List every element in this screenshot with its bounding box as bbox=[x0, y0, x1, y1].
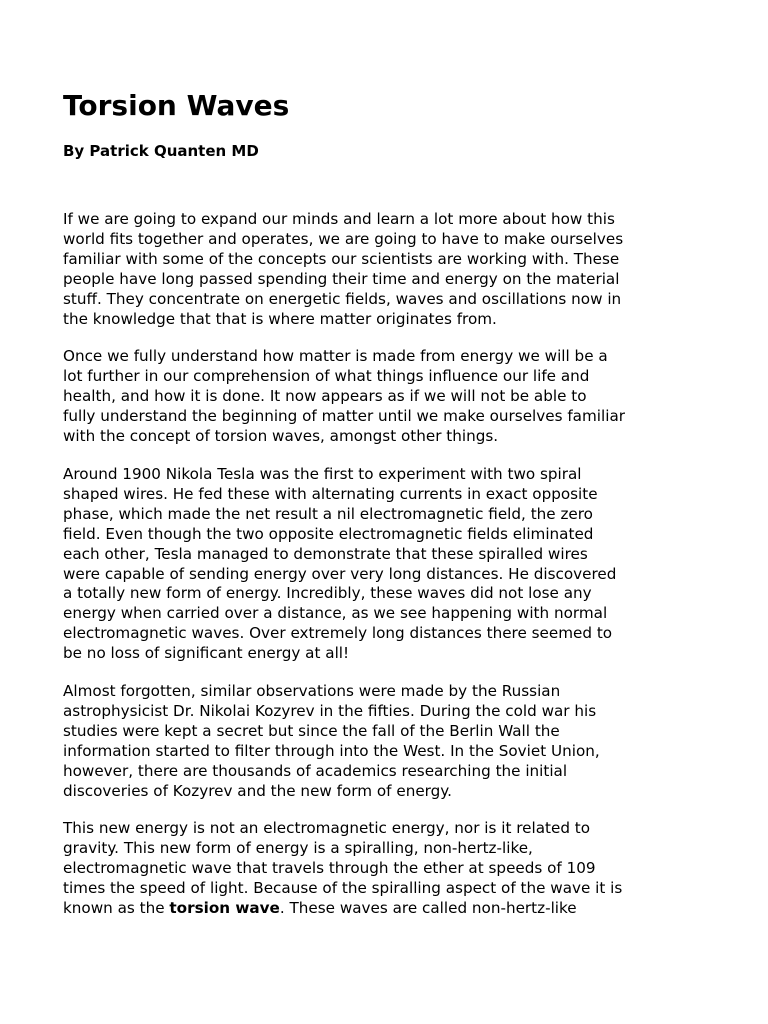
text-line: people have long passed spending their time and energy on the material bbox=[63, 269, 620, 288]
text-line: the knowledge that that is where matter originates from. bbox=[63, 309, 497, 328]
emphasized-term: torsion wave bbox=[169, 899, 280, 918]
text-line: each other, Tesla managed to demonstrate that these spiralled wires bbox=[63, 544, 588, 563]
author-byline: By Patrick Quanten MD bbox=[63, 142, 259, 160]
text-line: This new energy is not an electromagnetic energy, nor is it related to bbox=[63, 819, 591, 838]
text-line: energy when carried over a distance, as we see happening with normal bbox=[63, 604, 608, 623]
text-line: lot further in our comprehension of what things influence our life and bbox=[63, 367, 590, 386]
paragraph-3 bbox=[63, 465, 713, 664]
text-line: be no loss of significant energy at all! bbox=[63, 644, 350, 663]
text-line: however, there are thousands of academics researching the initial bbox=[63, 761, 568, 780]
text-line: health, and how it is done. It now appears as if we will not be able to bbox=[63, 387, 587, 406]
text-line: Almost forgotten, similar observations were made by the Russian bbox=[63, 682, 561, 701]
text-line-with-emphasis bbox=[63, 899, 713, 919]
document-title: Torsion Waves bbox=[63, 89, 290, 122]
text-line: Around 1900 Nikola Tesla was the first to experiment with two spiral bbox=[63, 464, 582, 483]
text-line: were capable of sending energy over very long distances. He discovered bbox=[63, 564, 617, 583]
paragraph-4 bbox=[63, 682, 713, 801]
text-line: world fits together and operates, we are going to have to make ourselves bbox=[63, 229, 624, 248]
text-line: information started to filter through into the West. In the Soviet Union, bbox=[63, 741, 600, 760]
text-line: fully understand the beginning of matter until we make ourselves familiar bbox=[63, 407, 625, 426]
paragraph-5 bbox=[63, 819, 713, 919]
text-line: field. Even though the two opposite electromagnetic fields eliminated bbox=[63, 524, 594, 543]
text-line: electromagnetic waves. Over extremely long distances there seemed to bbox=[63, 624, 613, 643]
text-line: studies were kept a secret but since the fall of the Berlin Wall the bbox=[63, 721, 560, 740]
text-line: discoveries of Kozyrev and the new form of energy. bbox=[63, 781, 452, 800]
text-fragment: . These waves are called non-hertz-like bbox=[279, 899, 577, 918]
text-line: a totally new form of energy. Incredibly, these waves did not lose any bbox=[63, 584, 592, 603]
paragraph-1 bbox=[63, 210, 713, 329]
text-line: electromagnetic wave that travels through the ether at speeds of 109 bbox=[63, 859, 596, 878]
paragraph-2 bbox=[63, 347, 713, 447]
text-line: If we are going to expand our minds and learn a lot more about how this bbox=[63, 210, 615, 228]
article-body bbox=[63, 210, 713, 937]
text-fragment: known as the bbox=[63, 899, 170, 918]
text-line: gravity. This new form of energy is a spiralling, non-hertz-like, bbox=[63, 839, 533, 858]
text-line: times the speed of light. Because of the spiralling aspect of the wave it is bbox=[63, 879, 623, 898]
text-line: shaped wires. He fed these with alternating currents in exact opposite bbox=[63, 484, 598, 503]
text-line: astrophysicist Dr. Nikolai Kozyrev in the fifties. During the cold war his bbox=[63, 701, 597, 720]
text-line: stuff. They concentrate on energetic fields, waves and oscillations now in bbox=[63, 289, 622, 308]
text-line: familiar with some of the concepts our scientists are working with. These bbox=[63, 249, 620, 268]
text-line: phase, which made the net result a nil electromagnetic field, the zero bbox=[63, 504, 593, 523]
text-line: Once we fully understand how matter is made from energy we will be a bbox=[63, 347, 608, 366]
text-line: with the concept of torsion waves, amongst other things. bbox=[63, 427, 499, 446]
